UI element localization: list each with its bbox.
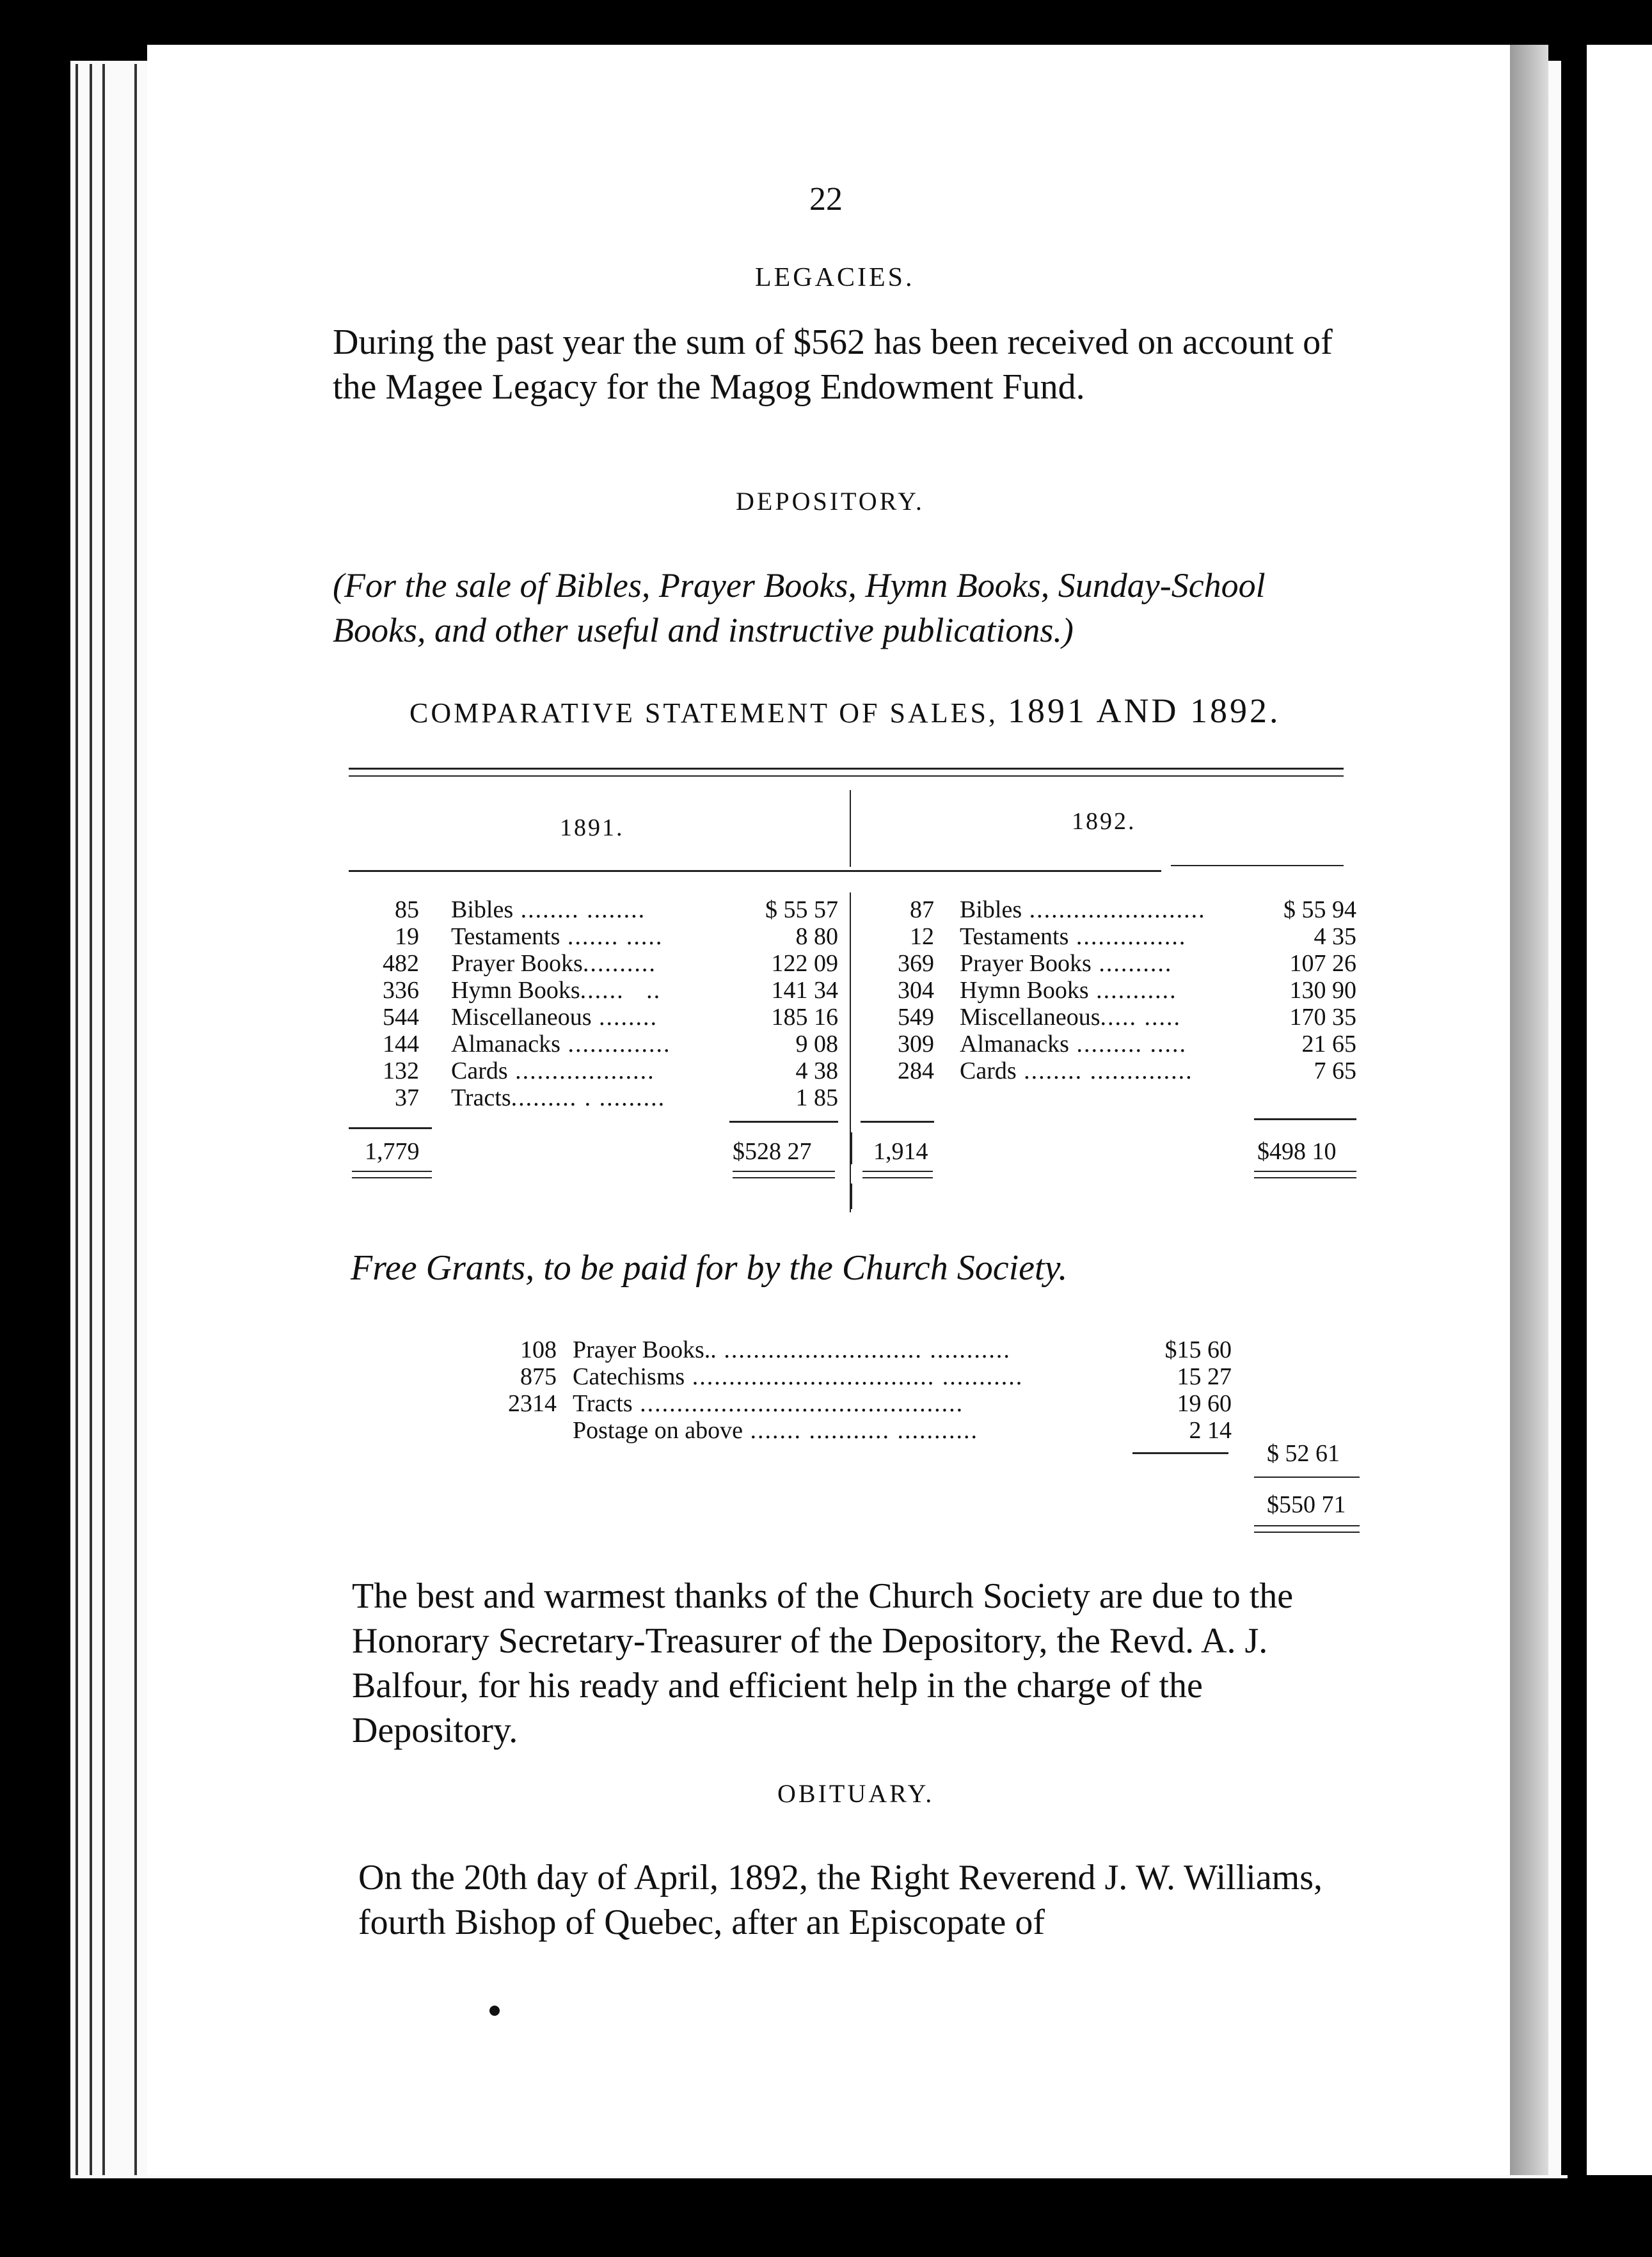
row-qty: 144	[383, 1031, 419, 1057]
row-qty: 304	[898, 977, 934, 1004]
row-item: Miscellaneous ........	[451, 1004, 658, 1031]
total-rule	[1254, 1118, 1356, 1120]
row-qty: 132	[383, 1057, 419, 1084]
row-amount: 21 65	[1301, 1031, 1356, 1057]
table-top-rule	[349, 768, 1344, 770]
comparative-heading	[409, 691, 1280, 731]
subtotal-rule	[1132, 1452, 1228, 1454]
row-amount: $ 55 57	[765, 896, 838, 923]
row-qty: 284	[898, 1057, 934, 1084]
row-item: Tracts......... . .........	[451, 1084, 666, 1111]
row-item: Cards ...................	[451, 1057, 655, 1084]
total-double-rule	[733, 1171, 835, 1172]
thanks-paragraph: The best and warmest thanks of the Church Society are due to the Honorary Secretary-Treasurer of the Depository, the Revd. A. J. Balfour, for his ready and efficient help in the charge of the Depository.	[352, 1576, 1294, 1750]
depository-note: (For the sale of Bibles, Prayer Books, Hymn Books, Sunday-School Books, and other useful and instructive publications.)	[333, 566, 1266, 649]
total-double-rule	[1254, 1177, 1356, 1178]
table-header-rule	[349, 870, 1161, 872]
year-1892-header: 1892.	[1072, 808, 1136, 835]
row-qty: 369	[898, 950, 934, 977]
total-amount-1891: $528 27	[733, 1138, 812, 1165]
row-amount: 8 80	[795, 923, 838, 950]
page-edge-line	[134, 64, 137, 2175]
depository-heading: DEPOSITORY.	[736, 487, 925, 516]
comparative-heading-prefix: COMPARATIVE STATEMENT OF SALES,	[409, 697, 998, 729]
row-item: Miscellaneous..... .....	[960, 1004, 1182, 1031]
grant-item: Tracts ............................................	[573, 1390, 964, 1417]
total-rule	[861, 1121, 934, 1123]
page-number: 22	[809, 181, 843, 218]
row-item: Prayer Books ..........	[960, 950, 1173, 977]
grant-amount: 2 14	[1189, 1417, 1232, 1444]
total-qty-1892: 1,914	[873, 1138, 928, 1165]
row-amount: 7 65	[1314, 1057, 1356, 1084]
grand-total-double-rule	[1254, 1525, 1360, 1526]
grand-total-double-rule	[1254, 1532, 1360, 1533]
total-amount-1892: $498 10	[1257, 1138, 1337, 1165]
row-item: Bibles ........................	[960, 896, 1206, 923]
row-item: Testaments ...............	[960, 923, 1187, 950]
legacies-heading: LEGACIES.	[755, 263, 915, 292]
row-amount: 141 34	[771, 977, 838, 1004]
legacies-paragraph: During the past year the sum of $562 has been received on account of the Magee Legacy for the Magog Endowment Fund.	[333, 322, 1333, 407]
next-page-edge	[1587, 45, 1652, 2175]
scan-divider	[1561, 45, 1587, 2175]
grant-amount: $15 60	[1164, 1336, 1232, 1363]
free-grants-title: Free Grants, to be paid for by the Church Society.	[351, 1248, 1068, 1288]
grant-amount: 15 27	[1177, 1363, 1232, 1390]
row-amount: 130 90	[1289, 977, 1356, 1004]
row-amount: 9 08	[795, 1031, 838, 1057]
row-item: Testaments ....... .....	[451, 923, 663, 950]
row-amount: $ 55 94	[1283, 896, 1356, 923]
row-qty: 19	[395, 923, 419, 950]
table-column-divider	[851, 1184, 852, 1209]
row-qty: 85	[395, 896, 419, 923]
total-rule	[729, 1121, 838, 1123]
total-double-rule	[352, 1177, 432, 1178]
row-item: Almanacks ..............	[451, 1031, 671, 1057]
table-column-divider	[850, 892, 851, 1212]
grant-item: Catechisms ................................. ...........	[573, 1363, 1024, 1390]
grand-total: $550 71	[1267, 1491, 1346, 1518]
obituary-heading: OBITUARY.	[777, 1779, 935, 1808]
page-edge-line	[90, 64, 92, 2175]
row-qty: 309	[898, 1031, 934, 1057]
total-double-rule	[862, 1171, 933, 1172]
grant-qty: 875	[520, 1363, 557, 1390]
table-column-divider	[851, 1132, 852, 1164]
page-edge-line	[75, 64, 78, 2175]
grant-item: Prayer Books.. ........................... ...........	[573, 1336, 1011, 1363]
total-qty-1891: 1,779	[365, 1138, 420, 1165]
row-qty: 549	[898, 1004, 934, 1031]
row-item: Hymn Books ...........	[960, 977, 1177, 1004]
row-amount: 1 85	[795, 1084, 838, 1111]
grant-qty: 2314	[508, 1390, 557, 1417]
table-header-rule	[1171, 865, 1344, 866]
grants-subtotal: $ 52 61	[1267, 1440, 1340, 1467]
total-double-rule	[862, 1177, 933, 1178]
row-amount: 4 38	[795, 1057, 838, 1084]
total-rule	[349, 1127, 432, 1129]
row-item: Bibles ........ ........	[451, 896, 646, 923]
row-item: Almanacks ......... .....	[960, 1031, 1187, 1057]
total-double-rule	[1254, 1171, 1356, 1172]
page-edge-line	[102, 64, 105, 2175]
row-amount: 122 09	[771, 950, 838, 977]
grand-total-rule	[1254, 1477, 1360, 1478]
comparative-heading-years: 1891 AND 1892.	[1007, 692, 1281, 730]
year-1891-header: 1891.	[560, 814, 624, 841]
row-qty: 336	[383, 977, 419, 1004]
row-amount: 185 16	[771, 1004, 838, 1031]
row-qty: 12	[910, 923, 934, 950]
row-qty: 482	[383, 950, 419, 977]
row-qty: 87	[910, 896, 934, 923]
total-double-rule	[352, 1171, 432, 1172]
total-double-rule	[733, 1177, 835, 1178]
row-item: Prayer Books..........	[451, 950, 656, 977]
row-item: Cards ........ ..............	[960, 1057, 1193, 1084]
grant-amount: 19 60	[1177, 1390, 1232, 1417]
obituary-paragraph: On the 20th day of April, 1892, the Right Reverend J. W. Williams, fourth Bishop of Quebec, after an Episcopate of	[358, 1858, 1323, 1942]
grant-qty: 108	[520, 1336, 557, 1363]
row-amount: 170 35	[1289, 1004, 1356, 1031]
row-qty: 37	[395, 1084, 419, 1111]
grant-item: Postage on above ....... ........... ...........	[573, 1417, 978, 1444]
ink-speck	[489, 2006, 500, 2016]
row-qty: 544	[383, 1004, 419, 1031]
table-column-divider	[850, 790, 851, 867]
row-amount: 4 35	[1314, 923, 1356, 950]
table-top-rule	[349, 775, 1344, 777]
page-gutter-shadow	[1510, 45, 1548, 2175]
row-item: Hymn Books...... ..	[451, 977, 662, 1004]
row-amount: 107 26	[1289, 950, 1356, 977]
